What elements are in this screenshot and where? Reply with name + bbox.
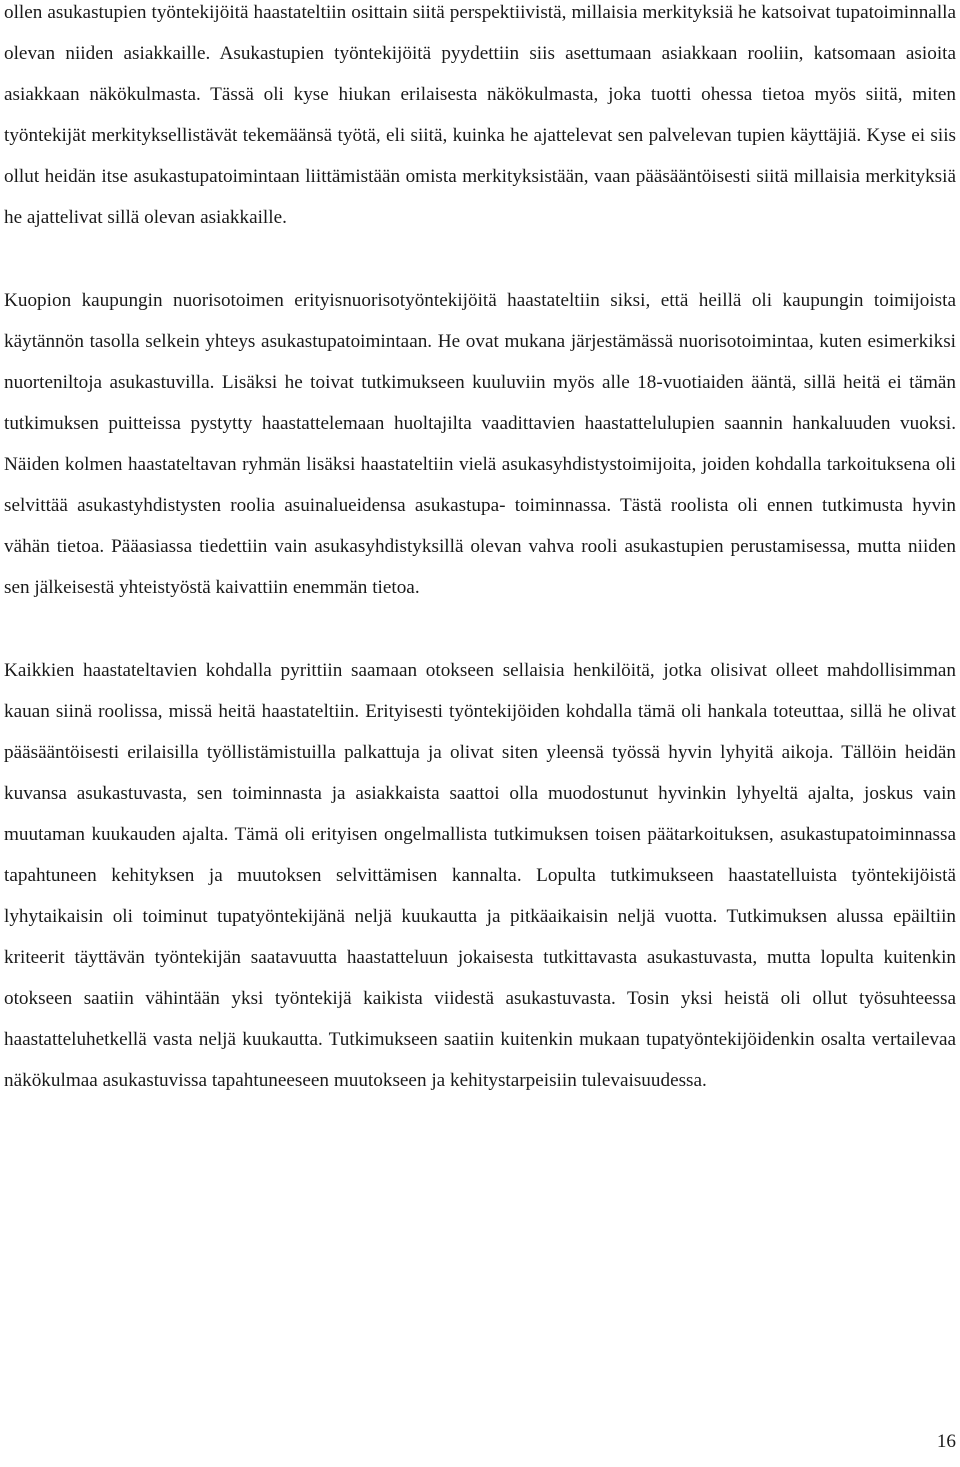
paragraph-3: Kaikkien haastateltavien kohdalla pyrittiin saamaan otokseen sellaisia henkilöitä, jotka olisivat olleet mahdollisimman kauan siinä roolissa, missä heitä haastateltiin. Erityisesti työntekijöiden kohdalla tämä oli hankala toteuttaa, sillä he olivat pääsääntöisesti erilaisilla työllistämistuilla palkattuja ja olivat siten yleensä työssä hyvin lyhyitä aikoja. Tällöin heidän kuvansa asukastuvasta, sen toiminnasta ja asiakkaista saattoi olla muodostunut hyvinkin lyhyeltä ajalta, joskus vain muutaman kuukauden ajalta. Tämä oli erityisen ongelmallista tutkimuksen toisen päätarkoituksen, asukastupatoiminnassa tapahtuneen kehityksen ja muutoksen selvittämisen kannalta. Lopulta tutkimukseen haastatelluista työntekijöistä lyhytaikaisin oli toiminut tupatyöntekijänä neljä kuukautta ja pitkäaikaisin neljä vuotta. Tutkimuksen alussa epäiltiin kriteerit täyttävän työntekijän saatavuutta haastatteluun jokaisesta tutkittavasta asukastuvasta, mutta lopulta kuitenkin otokseen saatiin vähintään yksi työntekijä kaikista viidestä asukastuvasta. Tosin yksi heistä oli ollut työsuhteessa haastatteluhetkellä vasta neljä kuukautta. Tutkimukseen saatiin kuitenkin mukaan tupatyöntekijöidenkin osalta vertailevaa näkökulmaa asukastuvissa tapahtuneeseen muutokseen ja kehitystarpeisiin tulevaisuudessa.	[4, 659, 956, 1092]
paragraph-2: Kuopion kaupungin nuorisotoimen erityisnuorisotyöntekijöitä haastateltiin siksi, että heillä oli kaupungin toimijoista käytännön tasolla selkein yhteys asukastupatoimintaan. He ovat mukana järjestämässä nuorisotoimintaa, kuten esimerkiksi nuorteniltoja asukastuvilla. Lisäksi he toivat tutkimukseen kuuluviin myös alle 18-vuotiaiden ääntä, sillä heitä ei tämän tutkimuksen puitteissa pystytty haastattelemaan huoltajilta vaadittavien haastattelulupien saannin hankaluuden vuoksi. Näiden kolmen haastateltavan ryhmän lisäksi haastateltiin vielä asukasyhdistystoimijoita, joiden kohdalla tarkoituksena oli selvittää asukastyhdistysten roolia asuinalueidensa asukastupa- toiminnassa. Tästä roolista oli ennen tutkimusta hyvin vähän tietoa. Pääasiassa tiedettiin vain asukasyhdistyksillä olevan vahva rooli asukastupien perustamisessa, mutta niiden sen jälkeisestä yhteistyöstä kaivattiin enemmän tietoa.	[4, 289, 956, 599]
page-number: 16	[936, 1431, 956, 1452]
body-text	[4, 0, 956, 1102]
paragraph-1: ollen asukastupien työntekijöitä haastateltiin osittain siitä perspektiivistä, millaisia merkityksiä he katsoivat tupatoiminnalla olevan niiden asiakkaille. Asukastupien työntekijöitä pyydettiin siis asettumaan asiakkaan rooliin, katsomaan asioita asiakkaan näkökulmasta. Tässä oli kyse hiukan erilaisesta näkökulmasta, joka tuotti ohessa tietoa myös siitä, miten työntekijät merkityksellistävät tekemäänsä työtä, eli siitä, kuinka he ajattelevat sen palvelevan tupien käyttäjiä. Kyse ei siis ollut heidän itse asukastupatoimintaan liittämistään omista merkityksistään, vaan pääsääntöisesti siitä millaisia merkityksiä he ajattelivat sillä olevan asiakkaille.	[4, 2, 956, 229]
